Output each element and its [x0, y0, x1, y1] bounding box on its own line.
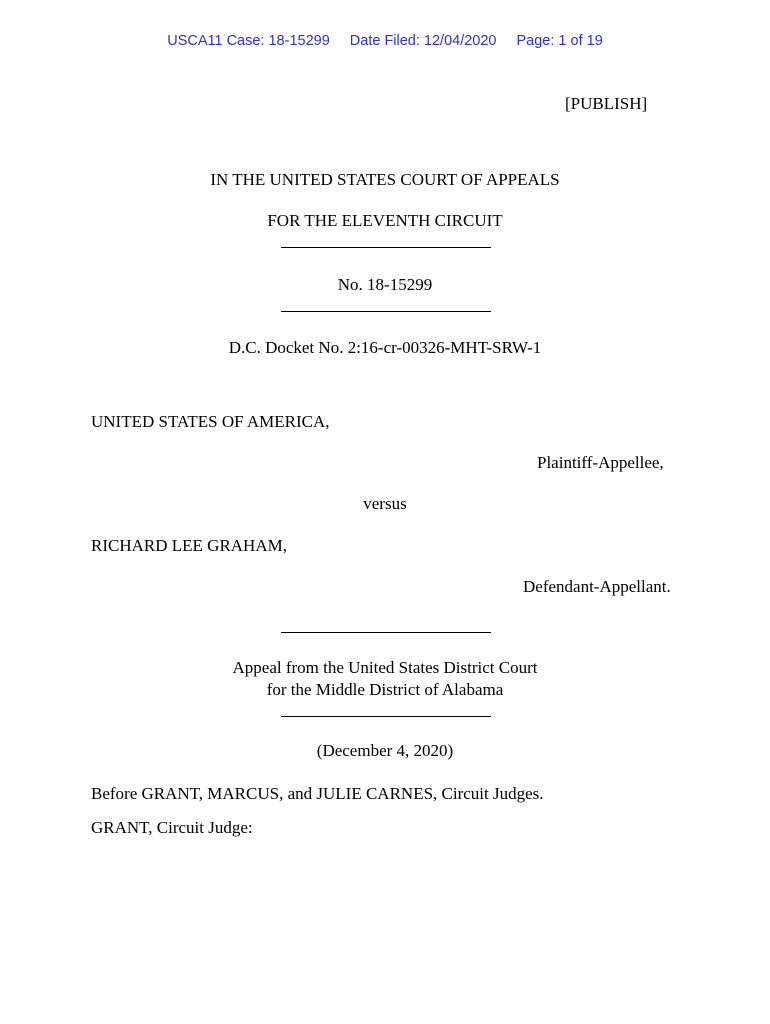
separator-rule: [281, 716, 491, 717]
separator-rule: [281, 247, 491, 248]
case-number-stamp: USCA11 Case: 18-15299: [167, 33, 330, 49]
defendant-role: Defendant-Appellant.: [523, 577, 671, 596]
appeal-line1: Appeal from the United States District Court: [232, 658, 538, 677]
appeal-line2: for the Middle District of Alabama: [266, 680, 504, 699]
court-name-line1: IN THE UNITED STATES COURT OF APPEALS: [210, 170, 560, 189]
decision-date: (December 4, 2020): [316, 741, 454, 760]
docket-number: D.C. Docket No. 2:16-cr-00326-MHT-SRW-1: [228, 338, 542, 357]
plaintiff-role: Plaintiff-Appellee,: [537, 453, 664, 472]
separator-rule: [281, 311, 491, 312]
page-count-stamp: Page: 1 of 19: [516, 33, 603, 49]
case-number: No. 18-15299: [337, 275, 433, 294]
publish-tag: [PUBLISH]: [565, 94, 648, 113]
court-name-line2: FOR THE ELEVENTH CIRCUIT: [267, 211, 503, 230]
plaintiff-name: UNITED STATES OF AMERICA,: [91, 412, 330, 431]
separator-rule: [281, 632, 491, 633]
panel-judges: Before GRANT, MARCUS, and JULIE CARNES, Circuit Judges.: [91, 784, 544, 803]
date-filed-stamp: Date Filed: 12/04/2020: [349, 33, 497, 49]
versus-label: versus: [363, 494, 407, 513]
defendant-name: RICHARD LEE GRAHAM,: [91, 536, 287, 555]
header-stamp: [0, 33, 770, 49]
opinion-author: GRANT, Circuit Judge:: [91, 818, 253, 837]
